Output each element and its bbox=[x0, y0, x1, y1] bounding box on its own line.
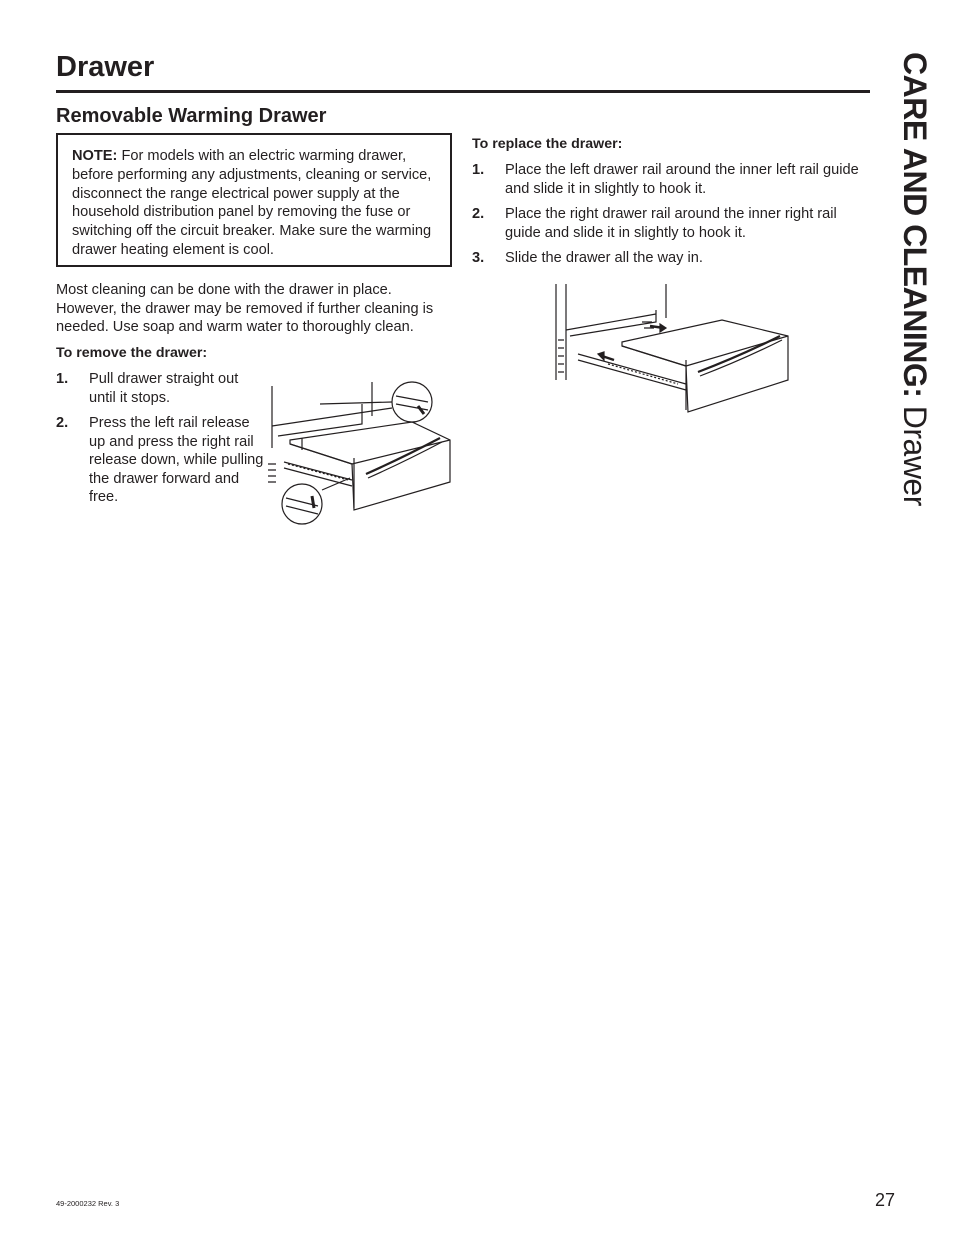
note-text: For models with an electric warming drawer, before performing any adjustments, cleaning or service, disconnect the range electrical power supply at the household distribution panel by removing the fuse or switching off the circuit breaker. Make sure the warming drawer heating element is cool. bbox=[72, 148, 432, 258]
intro-paragraph: Most cleaning can be done with the drawer in place. However, the drawer may be removed if further cleaning is needed. Use soap and warm water to thoroughly clean. bbox=[56, 282, 434, 336]
step-text: Place the right drawer rail around the inner right rail guide and slide it in slightly to hook it. bbox=[505, 206, 837, 241]
step-number: 2. bbox=[56, 415, 69, 431]
step-number: 1. bbox=[56, 371, 69, 387]
side-tab-light: Drawer bbox=[897, 397, 933, 506]
note-label: NOTE: bbox=[72, 148, 118, 164]
page-number: 27 bbox=[875, 1190, 896, 1210]
step-text: Place the left drawer rail around the inner left rail guide and slide it in slightly to hook it. bbox=[505, 162, 859, 197]
title-rule bbox=[56, 90, 870, 93]
drawer-removal-illustration bbox=[262, 378, 458, 530]
side-tab-bold: CARE AND CLEANING: bbox=[897, 52, 933, 398]
page-title: Drawer bbox=[56, 51, 155, 83]
replace-heading: To replace the drawer: bbox=[472, 136, 623, 152]
step-number: 2. bbox=[472, 206, 485, 222]
section-title: Removable Warming Drawer bbox=[56, 105, 327, 127]
remove-heading: To remove the drawer: bbox=[56, 345, 208, 361]
drawer-replacement-illustration bbox=[548, 280, 792, 416]
step-text: Pull drawer straight out until it stops. bbox=[89, 371, 239, 406]
side-section-tab bbox=[887, 52, 935, 522]
step-text: Press the left rail release up and press the right rail release down, while pulling the drawer forward and free. bbox=[89, 415, 264, 506]
document-code: 49-2000232 Rev. 3 bbox=[56, 1199, 120, 1208]
step-number: 3. bbox=[472, 250, 485, 266]
note-box bbox=[56, 133, 452, 267]
step-text: Slide the drawer all the way in. bbox=[505, 250, 703, 266]
step-number: 1. bbox=[472, 162, 485, 178]
